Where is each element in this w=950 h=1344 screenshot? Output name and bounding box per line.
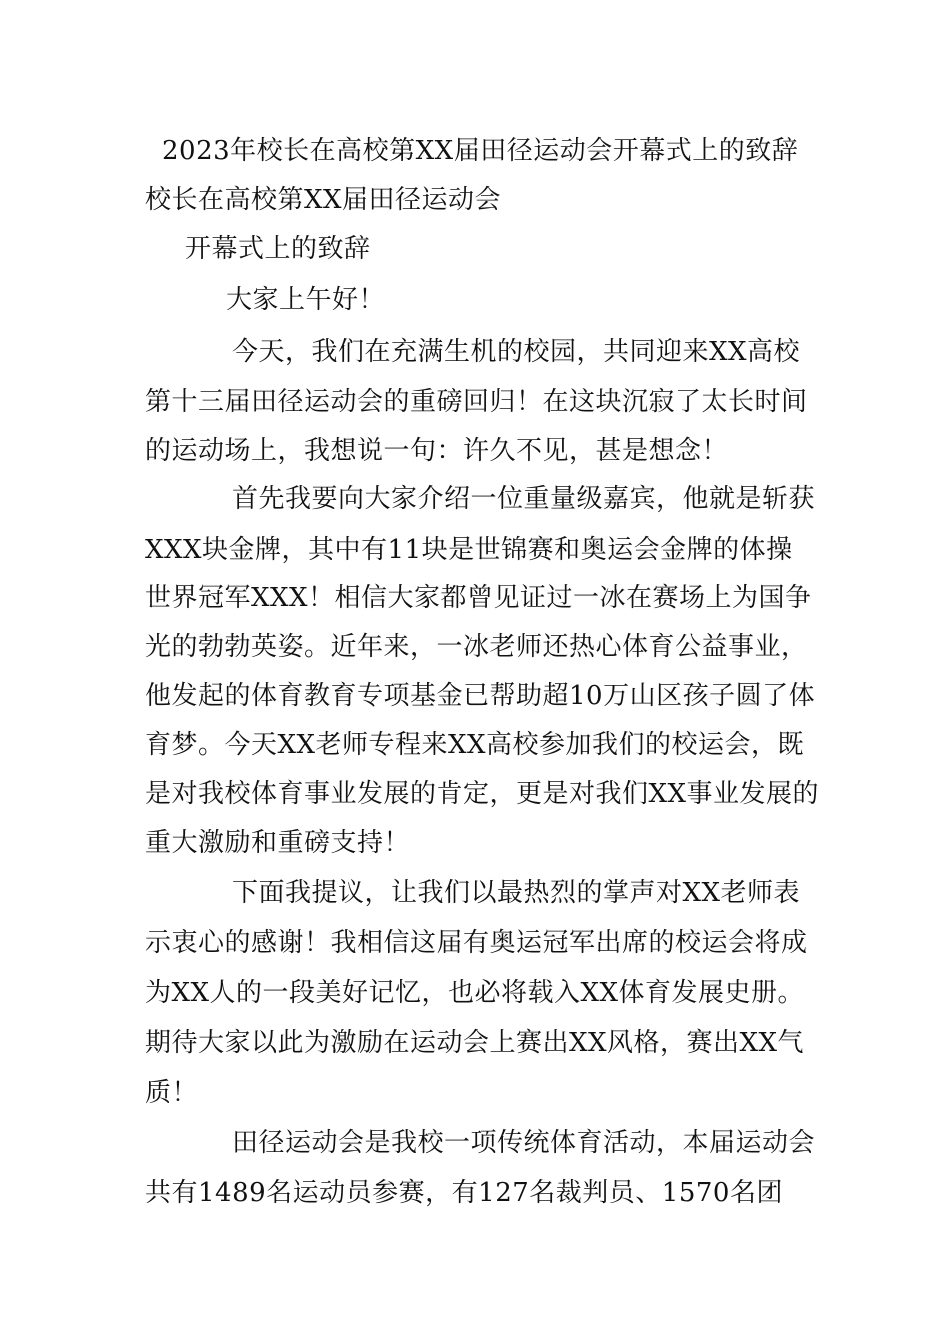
body-line: 示衷心的感谢！我相信这届有奥运冠军出席的校运会将成 xyxy=(145,928,808,958)
body-line: 的运动场上，我想说一句：许久不见，甚是想念！ xyxy=(145,436,729,466)
body-line: 质！ xyxy=(145,1078,199,1108)
title-line-2: 校长在高校第XX届田径运动会 xyxy=(145,185,502,215)
body-line: 田径运动会是我校一项传统体育活动，本届运动会 xyxy=(232,1128,816,1158)
body-line: 共有1489名运动员参赛，有127名裁判员、1570名团 xyxy=(145,1178,783,1208)
body-line: 世界冠军XXX！相信大家都曾见证过一冰在赛场上为国争 xyxy=(145,583,812,613)
body-line: 光的勃勃英姿。近年来，一冰老师还热心体育公益事业， xyxy=(145,632,808,662)
body-line: 他发起的体育教育专项基金已帮助超10万山区孩子圆了体 xyxy=(145,681,816,711)
body-line: 为XX人的一段美好记忆，也必将载入XX体育发展史册。 xyxy=(145,978,805,1008)
body-line: 今天，我们在充满生机的校园，共同迎来XX高校 xyxy=(232,337,801,367)
body-line: 下面我提议，让我们以最热烈的掌声对XX老师表 xyxy=(232,878,801,908)
body-line: 育梦。今天XX老师专程来XX高校参加我们的校运会，既 xyxy=(145,730,805,760)
greeting-line: 大家上午好！ xyxy=(226,285,386,315)
body-line: 重大激励和重磅支持！ xyxy=(145,828,411,858)
body-line: 第十三届田径运动会的重磅回归！在这块沉寂了太长时间 xyxy=(145,387,808,417)
body-line: 期待大家以此为激励在运动会上赛出XX风格，赛出XX气 xyxy=(145,1028,805,1058)
body-line: XXX块金牌，其中有11块是世锦赛和奥运会金牌的体操 xyxy=(145,535,793,565)
body-line: 首先我要向大家介绍一位重量级嘉宾，他就是斩获 xyxy=(232,484,816,514)
title-line-1: 2023年校长在高校第XX届田径运动会开幕式上的致辞 xyxy=(162,136,799,166)
title-line-3: 开幕式上的致辞 xyxy=(185,234,371,264)
body-line: 是对我校体育事业发展的肯定，更是对我们XX事业发展的 xyxy=(145,779,820,809)
